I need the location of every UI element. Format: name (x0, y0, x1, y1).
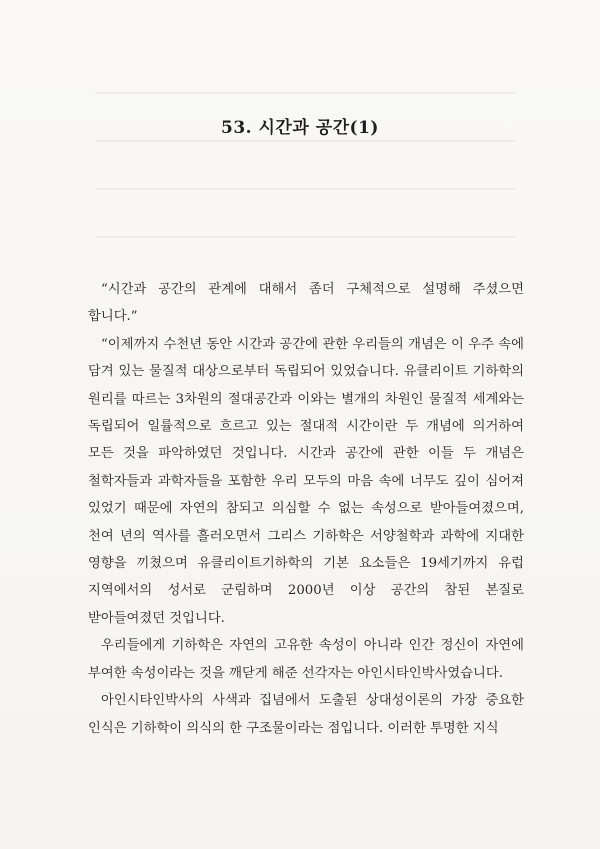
reverse-side-bleed-line (95, 92, 515, 94)
paragraph-einstein: 우리들에게 기하학은 자연의 고유한 속성이 아니라 인간 정신이 자연에 부여한 속성이라는 것을 깨닫게 해준 선각자는 아인시타인박사였습니다. (88, 638, 524, 681)
chapter-title: 53. 시간과 공간(1) (221, 118, 379, 138)
paragraph-answer: “이제까지 수천년 동안 시간과 공간에 관한 우리들의 개념은 이 우주 속에 담겨 있는 물질적 대상으로부터 독립되어 있었습니다. 유클리이트 기하학의 원리를 따르는 3차원의 절대공간과 이와는 별개의 차원인 물질적 세계와는 독립되어 일률적으로 흐르고 있는 절대적 시간이란 두 개념에 의거하여 모든 것을 파악하였던 것입니다. 시간과 공간에 관한 이들 두 개념은 철학자들과 과학자들을 포함한 우리 모두의 마음 속에 너무도 깊이 심어져 있었기 때문에 자연의 참되고 의심할 수 없는 속성으로 받아들여졌으며, 천여 년의 역사를 흘러오면서 그리스 기하학은 서양철학과 과학에 지대한 영향을 끼쳤으며 유클리이트기하학의 기본 요소들은 19세기까지 유럽 지역에서의 성서로 군림하며 2000년 이상 공간의 참된 본질로 받아들여졌던 것입니다. (88, 336, 524, 626)
paragraph-relativity: 아인시타인박사의 사색과 집념에서 도출된 상대성이론의 가장 중요한 인식은 기하학이 의식의 한 구조물이라는 점입니다. 이러한 투명한 지식 (88, 693, 524, 736)
body-text (88, 276, 524, 742)
reverse-side-bleed-line (95, 140, 515, 142)
reverse-side-bleed-line (95, 188, 515, 190)
paragraph-question: “시간과 공간의 관계에 대해서 좀더 구체적으로 설명해 주셨으면 합니다.” (88, 282, 524, 325)
reverse-side-bleed-line (95, 236, 515, 238)
